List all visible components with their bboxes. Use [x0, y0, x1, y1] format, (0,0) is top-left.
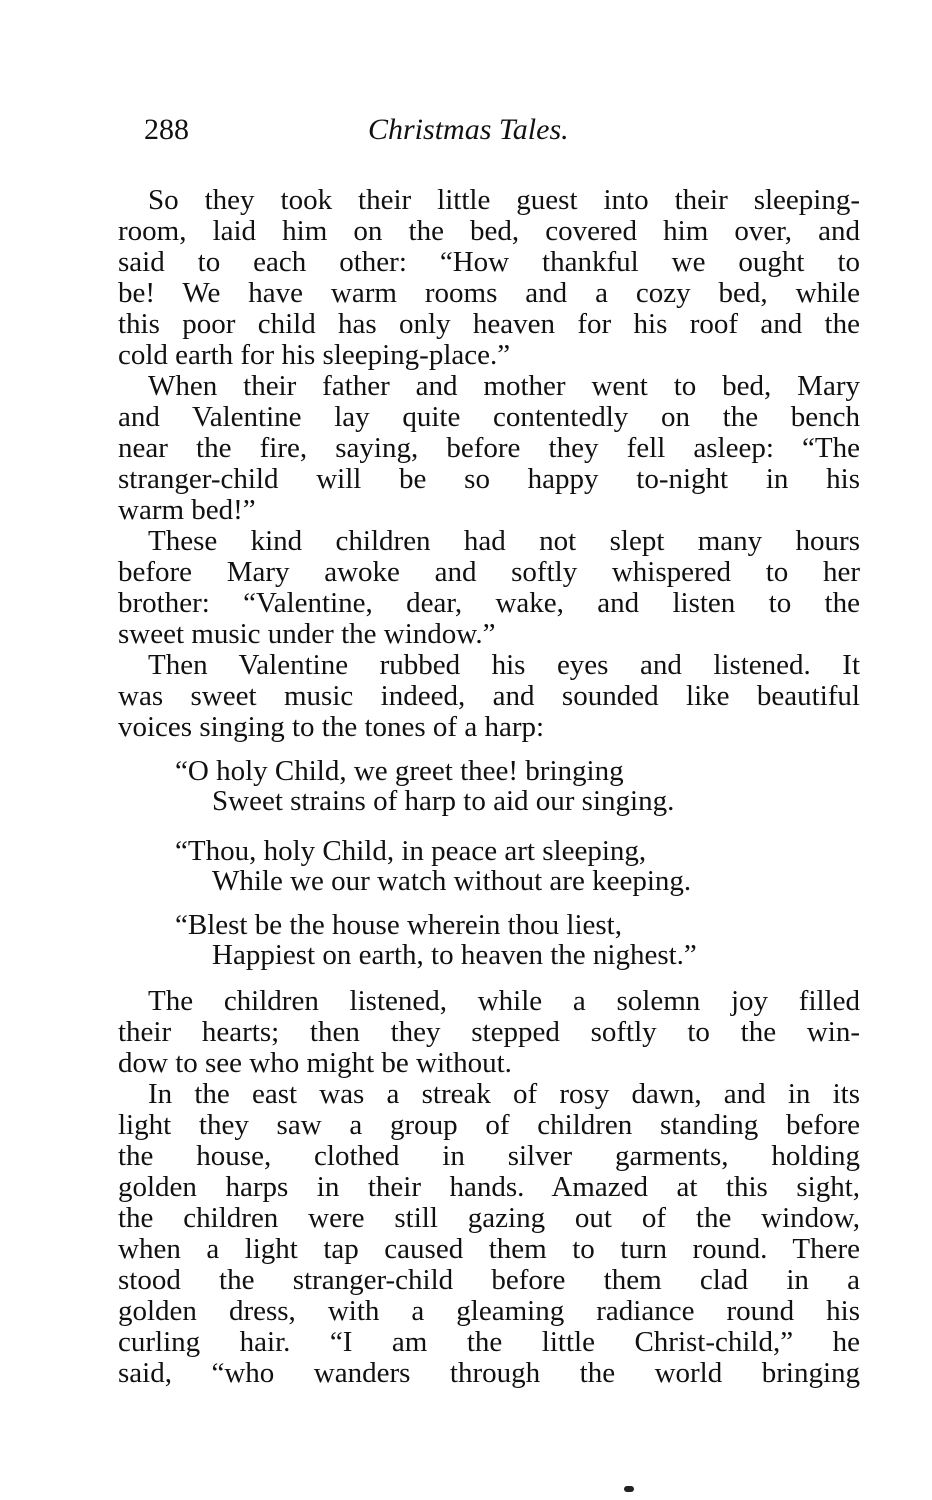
poem-line: While we our watch without are keeping. [212, 865, 692, 897]
text-line: was sweet music indeed, and sounded like beautiful [118, 680, 860, 712]
text-line: Then Valentine rubbed his eyes and listened. It [148, 649, 860, 681]
text-line: dow to see who might be without. [118, 1047, 512, 1079]
text-line: stood the stranger-child before them clad in a [118, 1264, 860, 1296]
text-line: the house, clothed in silver garments, holding [118, 1140, 860, 1172]
page-number: 288 [144, 113, 189, 146]
text-line: golden dress, with a gleaming radiance round his [118, 1295, 860, 1327]
text-line: golden harps in their hands. Amazed at this sight, [118, 1171, 860, 1203]
text-line: light they saw a group of children standing before [118, 1109, 860, 1141]
text-line: near the fire, saying, before they fell asleep: “The [118, 432, 860, 464]
text-line: stranger-child will be so happy to-night in his [118, 463, 860, 495]
printer-mark [624, 1486, 634, 1492]
poem-line: “Blest be the house wherein thou liest, [175, 909, 622, 941]
text-line: brother: “Valentine, dear, wake, and listen to the [118, 587, 860, 619]
poem-line: “Thou, holy Child, in peace art sleeping, [175, 835, 647, 867]
poem-stanza-3 [175, 910, 697, 970]
text-line: this poor child has only heaven for his roof and the [118, 308, 860, 340]
text-line: cold earth for his sleeping-place.” [118, 339, 511, 371]
text-line: said, “who wanders through the world bringing [118, 1357, 860, 1389]
text-line: curling hair. “I am the little Christ-child,” he [118, 1326, 860, 1358]
poem-line: Happiest on earth, to heaven the nighest.” [212, 939, 697, 971]
text-line: the children were still gazing out of the window, [118, 1202, 860, 1234]
text-line: and Valentine lay quite contentedly on the bench [118, 401, 860, 433]
text-line: before Mary awoke and softly whispered to her [118, 556, 860, 588]
poem-stanza-1 [175, 756, 674, 816]
text-line: warm bed!” [118, 494, 256, 526]
text-line: sweet music under the window.” [118, 618, 496, 650]
text-line: room, laid him on the bed, covered him over, and [118, 215, 860, 247]
text-line: The children listened, while a solemn joy filled [148, 985, 860, 1017]
text-line: when a light tap caused them to turn round. There [118, 1233, 860, 1265]
text-line: When their father and mother went to bed, Mary [148, 370, 860, 402]
text-line: So they took their little guest into their sleeping- [148, 184, 860, 216]
poem-line: “O holy Child, we greet thee! bringing [175, 755, 624, 787]
text-line: said to each other: “How thankful we ought to [118, 246, 860, 278]
poem-stanza-2 [175, 836, 691, 896]
text-line: These kind children had not slept many hours [148, 525, 860, 557]
text-line: voices singing to the tones of a harp: [118, 711, 545, 743]
text-block-2 [118, 986, 860, 1389]
text-line: In the east was a streak of rosy dawn, and in its [148, 1078, 860, 1110]
text-line: be! We have warm rooms and a cozy bed, while [118, 277, 860, 309]
poem-line: Sweet strains of harp to aid our singing. [212, 785, 675, 817]
running-title: Christmas Tales. [368, 113, 569, 146]
text-block-1 [118, 185, 860, 743]
text-line: their hearts; then they stepped softly to the win- [118, 1016, 860, 1048]
